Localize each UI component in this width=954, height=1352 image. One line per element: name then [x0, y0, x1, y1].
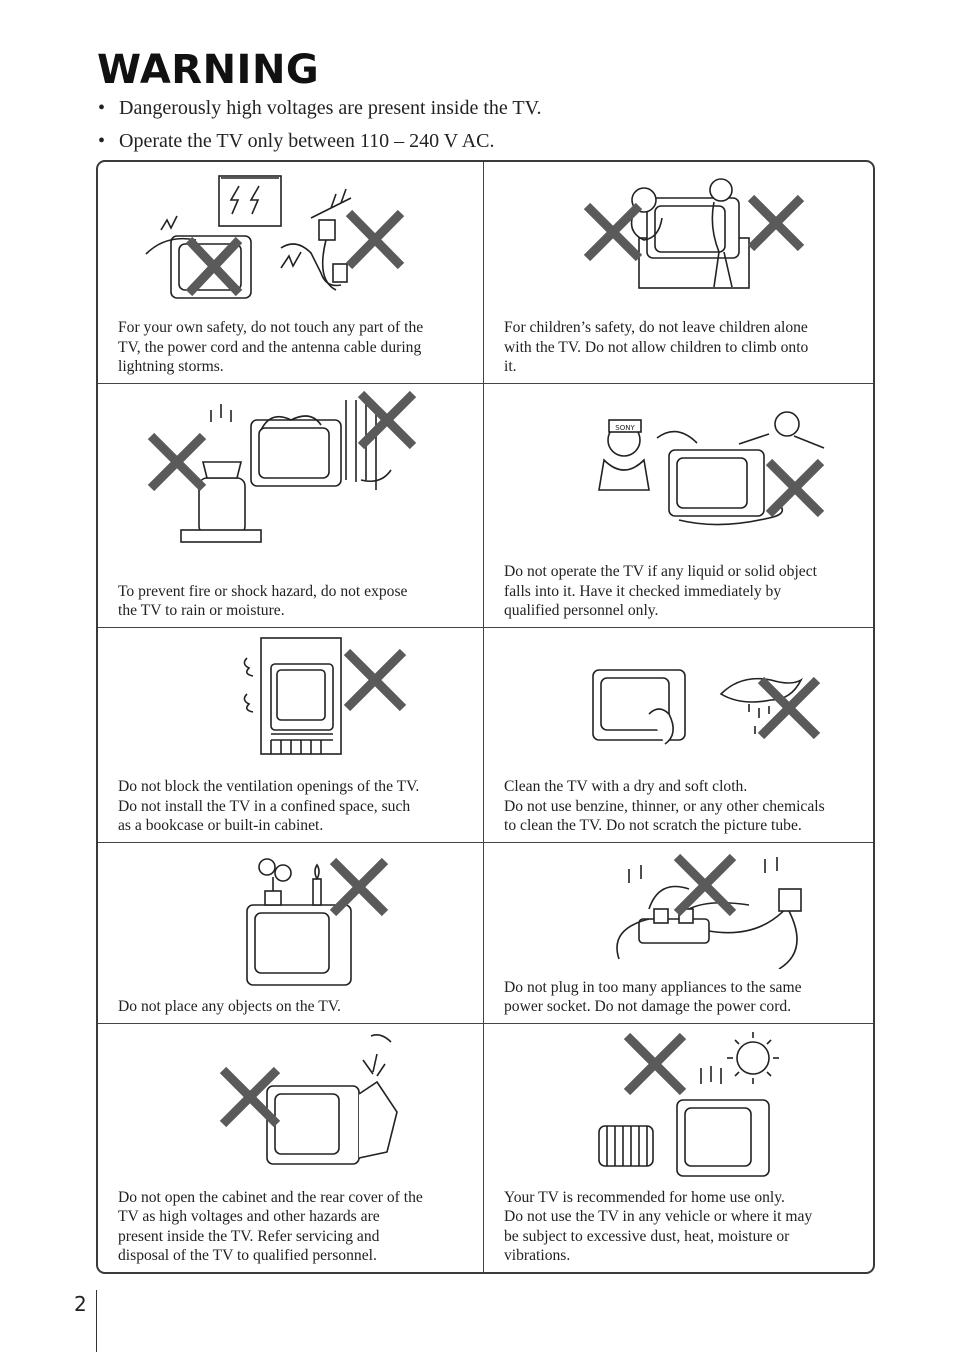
- lightning-storm-illustration: [141, 168, 441, 303]
- heat-dust-illustration: [529, 1030, 829, 1180]
- overloaded-socket-illustration: [529, 849, 829, 969]
- cap-brand-label: SONY: [614, 424, 635, 432]
- cleaning-cloth-illustration: [529, 634, 829, 759]
- bullet-item: • Operate the TV only between 110 – 240 V AC.: [98, 130, 495, 152]
- caption-lightning: For your own safety, do not touch any part of the TV, the power cord and the antenna cable during lightning storms.: [118, 319, 424, 376]
- warning-bullets: [98, 94, 542, 160]
- warning-cell-ventilation: [98, 628, 484, 843]
- warning-cell-heat: [484, 1024, 873, 1272]
- caption-cleaning: Clean the TV with a dry and soft cloth. Do not use benzine, thinner, or any other chemicals to clean the TV. Do not scratch the picture tube.: [504, 778, 825, 835]
- page-divider: [96, 1290, 97, 1352]
- bullet-item: • Dangerously high voltages are present inside the TV.: [98, 97, 542, 119]
- warning-cell-children: [484, 162, 873, 384]
- caption-ventilation: Do not block the ventilation openings of the TV. Do not install the TV in a confined space, such as a bookcase or built-in cabinet.: [118, 778, 420, 835]
- warning-grid: [96, 160, 875, 1274]
- children-climbing-tv-illustration: [529, 168, 829, 303]
- caption-socket: Do not plug in too many appliances to the same power socket. Do not damage the power cord.: [504, 978, 802, 1016]
- objects-on-tv-illustration: [141, 849, 441, 989]
- caption-objects: Do not place any objects on the TV.: [118, 998, 341, 1016]
- warning-cell-rain: [98, 384, 484, 628]
- page-title: WARNING: [97, 47, 320, 93]
- rain-moisture-illustration: [141, 390, 441, 550]
- page-number: 2: [74, 1292, 87, 1316]
- blocked-ventilation-illustration: [141, 634, 441, 759]
- caption-children: For children’s safety, do not leave children alone with the TV. Do not allow children to climb onto it.: [504, 319, 809, 376]
- caption-cabinet: Do not open the cabinet and the rear cover of the TV as high voltages and other hazards are present inside the TV. Refer servicing and disposal of the TV to qualified personnel.: [118, 1188, 423, 1265]
- caption-liquid: Do not operate the TV if any liquid or solid object falls into it. Have it checked immediately by qualified personnel only.: [504, 563, 817, 620]
- warning-cell-cleaning: [484, 628, 873, 843]
- caption-heat: Your TV is recommended for home use only. Do not use the TV in any vehicle or where it may be subject to excessive dust, heat, moisture or vibrations.: [504, 1188, 813, 1265]
- warning-cell-liquid: [484, 384, 873, 628]
- warning-cell-socket: [484, 843, 873, 1024]
- warning-cell-objects: [98, 843, 484, 1024]
- warning-cell-cabinet: [98, 1024, 484, 1272]
- open-cabinet-illustration: [141, 1030, 441, 1170]
- caption-rain: To prevent fire or shock hazard, do not expose the TV to rain or moisture.: [118, 582, 408, 620]
- warning-cell-lightning: [98, 162, 484, 384]
- liquid-spill-illustration: [529, 390, 829, 530]
